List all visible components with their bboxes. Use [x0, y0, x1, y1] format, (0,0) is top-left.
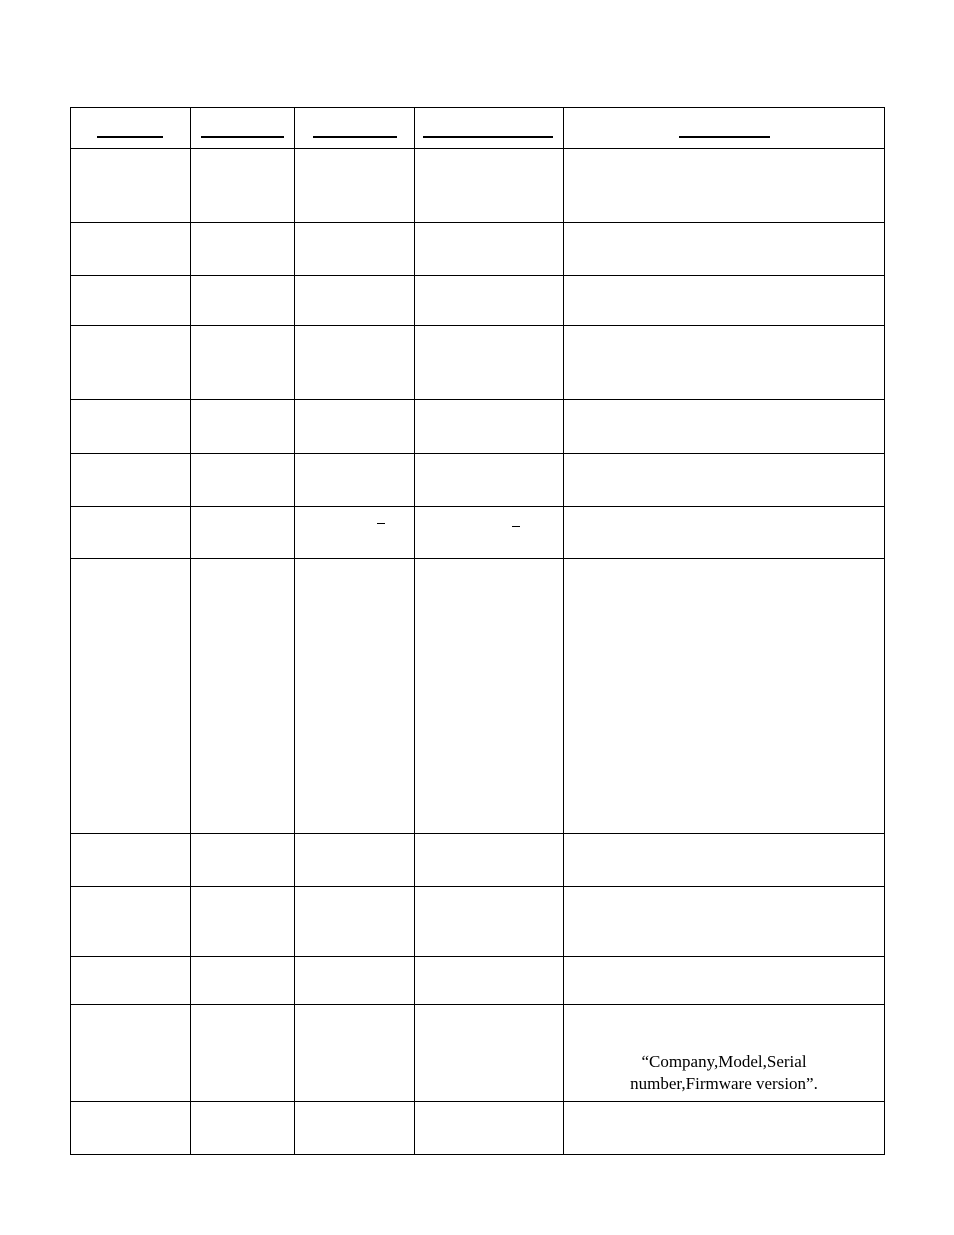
row-divider [70, 956, 885, 957]
header-underline-col2 [201, 136, 284, 138]
dash-mark [377, 523, 385, 524]
description-line: number,Firmware version”. [630, 1074, 818, 1093]
row-divider [70, 833, 885, 834]
header-underline-col4 [423, 136, 553, 138]
description-line: “Company,Model,Serial [641, 1052, 807, 1071]
dash-mark [512, 526, 520, 527]
header-underline-col5 [679, 136, 770, 138]
table-border-top [70, 107, 885, 108]
row-divider [70, 1004, 885, 1005]
command-table [70, 107, 885, 1155]
header-underline-col3 [313, 136, 397, 138]
column-divider-1 [190, 107, 191, 1155]
header-underline-col1 [97, 136, 163, 138]
column-divider-4 [563, 107, 564, 1155]
header-row-divider [70, 148, 885, 149]
description-cell [564, 1051, 884, 1095]
table-border-bottom [70, 1154, 885, 1155]
row-divider [70, 558, 885, 559]
row-divider [70, 886, 885, 887]
row-divider [70, 399, 885, 400]
column-divider-3 [414, 107, 415, 1155]
row-divider [70, 1101, 885, 1102]
row-divider [70, 506, 885, 507]
table-border-left [70, 107, 71, 1155]
column-divider-2 [294, 107, 295, 1155]
row-divider [70, 453, 885, 454]
row-divider [70, 222, 885, 223]
table-border-right [884, 107, 885, 1155]
row-divider [70, 325, 885, 326]
row-divider [70, 275, 885, 276]
